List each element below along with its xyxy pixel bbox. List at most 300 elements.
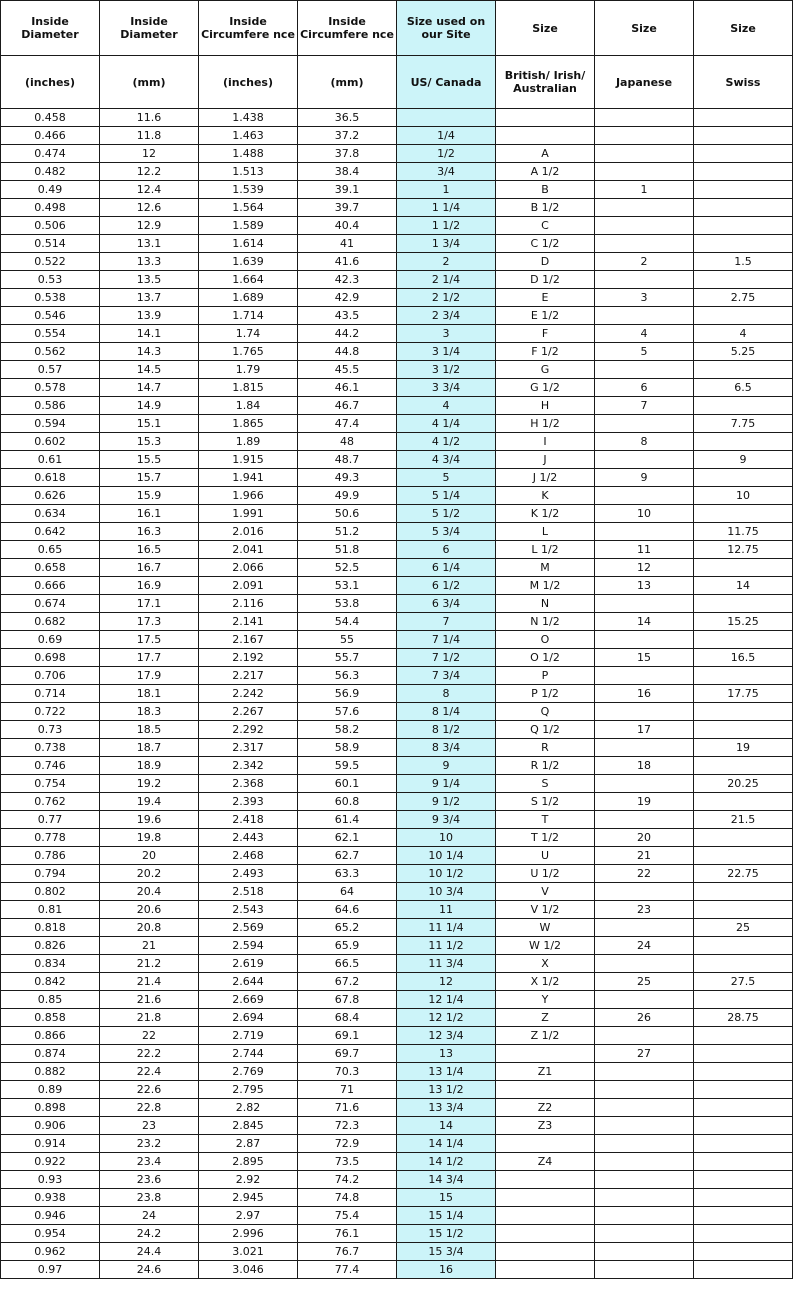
us-canada-size-cell: 9 3/4 [397, 811, 496, 829]
circumference-mm-cell: 62.7 [298, 847, 397, 865]
circumference-mm-cell: 71 [298, 1081, 397, 1099]
us-canada-size-cell: 1 1/4 [397, 199, 496, 217]
diameter-inches-cell: 0.594 [1, 415, 100, 433]
circumference-inches-cell: 2.493 [199, 865, 298, 883]
diameter-mm-cell: 15.3 [100, 433, 199, 451]
circumference-mm-cell: 64.6 [298, 901, 397, 919]
japanese-size-cell: 26 [595, 1009, 694, 1027]
japanese-size-cell: 25 [595, 973, 694, 991]
circumference-inches-cell: 1.74 [199, 325, 298, 343]
british-size-cell: B 1/2 [496, 199, 595, 217]
diameter-mm-cell: 24 [100, 1207, 199, 1225]
swiss-size-cell [694, 559, 793, 577]
japanese-size-cell: 23 [595, 901, 694, 919]
british-size-cell: F [496, 325, 595, 343]
circumference-inches-cell: 1.539 [199, 181, 298, 199]
header-size-japanese: Size [595, 1, 694, 56]
diameter-mm-cell: 18.9 [100, 757, 199, 775]
circumference-inches-cell: 2.393 [199, 793, 298, 811]
swiss-size-cell [694, 1081, 793, 1099]
us-canada-size-cell: 11 [397, 901, 496, 919]
diameter-mm-cell: 14.7 [100, 379, 199, 397]
japanese-size-cell: 7 [595, 397, 694, 415]
diameter-inches-cell: 0.834 [1, 955, 100, 973]
swiss-size-cell: 2.75 [694, 289, 793, 307]
japanese-size-cell [595, 199, 694, 217]
british-size-cell: Z [496, 1009, 595, 1027]
circumference-mm-cell: 43.5 [298, 307, 397, 325]
swiss-size-cell [694, 595, 793, 613]
diameter-mm-cell: 22.2 [100, 1045, 199, 1063]
circumference-inches-cell: 2.468 [199, 847, 298, 865]
table-row [1, 397, 793, 415]
japanese-size-cell [595, 991, 694, 1009]
table-row [1, 919, 793, 937]
british-size-cell [496, 1135, 595, 1153]
diameter-mm-cell: 18.7 [100, 739, 199, 757]
diameter-mm-cell: 12.6 [100, 199, 199, 217]
circumference-inches-cell: 1.79 [199, 361, 298, 379]
diameter-inches-cell: 0.89 [1, 1081, 100, 1099]
header-row-titles [1, 1, 793, 56]
circumference-mm-cell: 59.5 [298, 757, 397, 775]
diameter-mm-cell: 20.4 [100, 883, 199, 901]
us-canada-size-cell: 8 1/2 [397, 721, 496, 739]
diameter-mm-cell: 22 [100, 1027, 199, 1045]
swiss-size-cell [694, 1063, 793, 1081]
japanese-size-cell [595, 775, 694, 793]
diameter-mm-cell: 21.6 [100, 991, 199, 1009]
circumference-mm-cell: 58.9 [298, 739, 397, 757]
table-row [1, 883, 793, 901]
japanese-size-cell [595, 487, 694, 505]
circumference-mm-cell: 69.7 [298, 1045, 397, 1063]
japanese-size-cell [595, 667, 694, 685]
swiss-size-cell: 22.75 [694, 865, 793, 883]
swiss-size-cell [694, 199, 793, 217]
diameter-mm-cell: 22.4 [100, 1063, 199, 1081]
british-size-cell: I [496, 433, 595, 451]
swiss-size-cell: 21.5 [694, 811, 793, 829]
circumference-inches-cell: 1.84 [199, 397, 298, 415]
diameter-inches-cell: 0.466 [1, 127, 100, 145]
japanese-size-cell [595, 1225, 694, 1243]
british-size-cell [496, 1045, 595, 1063]
us-canada-size-cell: 10 3/4 [397, 883, 496, 901]
circumference-inches-cell: 2.669 [199, 991, 298, 1009]
swiss-size-cell [694, 829, 793, 847]
diameter-inches-cell: 0.794 [1, 865, 100, 883]
japanese-size-cell: 18 [595, 757, 694, 775]
us-canada-size-cell: 12 [397, 973, 496, 991]
swiss-size-cell: 4 [694, 325, 793, 343]
circumference-inches-cell: 1.513 [199, 163, 298, 181]
japanese-size-cell [595, 217, 694, 235]
circumference-mm-cell: 45.5 [298, 361, 397, 379]
diameter-inches-cell: 0.698 [1, 649, 100, 667]
circumference-mm-cell: 51.8 [298, 541, 397, 559]
table-row [1, 469, 793, 487]
diameter-mm-cell: 22.8 [100, 1099, 199, 1117]
swiss-size-cell [694, 397, 793, 415]
table-row [1, 289, 793, 307]
us-canada-size-cell: 2 [397, 253, 496, 271]
swiss-size-cell [694, 109, 793, 127]
swiss-size-cell: 25 [694, 919, 793, 937]
circumference-mm-cell: 69.1 [298, 1027, 397, 1045]
diameter-mm-cell: 15.9 [100, 487, 199, 505]
diameter-inches-cell: 0.922 [1, 1153, 100, 1171]
circumference-inches-cell: 1.915 [199, 451, 298, 469]
diameter-mm-cell: 17.7 [100, 649, 199, 667]
us-canada-size-cell: 1/2 [397, 145, 496, 163]
circumference-mm-cell: 49.9 [298, 487, 397, 505]
diameter-mm-cell: 16.5 [100, 541, 199, 559]
table-row [1, 523, 793, 541]
diameter-inches-cell: 0.538 [1, 289, 100, 307]
circumference-inches-cell: 2.292 [199, 721, 298, 739]
british-size-cell [496, 127, 595, 145]
swiss-size-cell [694, 181, 793, 199]
british-size-cell: L [496, 523, 595, 541]
circumference-mm-cell: 41 [298, 235, 397, 253]
japanese-size-cell: 11 [595, 541, 694, 559]
us-canada-size-cell: 4 [397, 397, 496, 415]
japanese-size-cell: 4 [595, 325, 694, 343]
header-british-irish-australian: British/ Irish/ Australian [496, 56, 595, 109]
circumference-inches-cell: 2.594 [199, 937, 298, 955]
diameter-inches-cell: 0.65 [1, 541, 100, 559]
japanese-size-cell [595, 1207, 694, 1225]
japanese-size-cell [595, 163, 694, 181]
japanese-size-cell: 6 [595, 379, 694, 397]
circumference-inches-cell: 2.845 [199, 1117, 298, 1135]
diameter-mm-cell: 13.7 [100, 289, 199, 307]
table-row [1, 793, 793, 811]
circumference-mm-cell: 73.5 [298, 1153, 397, 1171]
table-row [1, 379, 793, 397]
swiss-size-cell [694, 1117, 793, 1135]
diameter-mm-cell: 15.5 [100, 451, 199, 469]
circumference-mm-cell: 60.8 [298, 793, 397, 811]
diameter-mm-cell: 13.9 [100, 307, 199, 325]
table-row [1, 901, 793, 919]
diameter-inches-cell: 0.85 [1, 991, 100, 1009]
circumference-inches-cell: 2.443 [199, 829, 298, 847]
british-size-cell: A [496, 145, 595, 163]
table-row [1, 631, 793, 649]
circumference-inches-cell: 2.041 [199, 541, 298, 559]
british-size-cell: U [496, 847, 595, 865]
japanese-size-cell [595, 1261, 694, 1279]
table-row [1, 703, 793, 721]
diameter-mm-cell: 13.5 [100, 271, 199, 289]
circumference-mm-cell: 53.1 [298, 577, 397, 595]
diameter-inches-cell: 0.914 [1, 1135, 100, 1153]
diameter-inches-cell: 0.746 [1, 757, 100, 775]
diameter-inches-cell: 0.802 [1, 883, 100, 901]
diameter-inches-cell: 0.642 [1, 523, 100, 541]
diameter-mm-cell: 14.5 [100, 361, 199, 379]
circumference-inches-cell: 2.242 [199, 685, 298, 703]
swiss-size-cell [694, 361, 793, 379]
diameter-inches-cell: 0.77 [1, 811, 100, 829]
swiss-size-cell [694, 1045, 793, 1063]
table-row [1, 739, 793, 757]
us-canada-size-cell: 15 [397, 1189, 496, 1207]
circumference-mm-cell: 70.3 [298, 1063, 397, 1081]
circumference-inches-cell: 2.066 [199, 559, 298, 577]
swiss-size-cell [694, 433, 793, 451]
british-size-cell: L 1/2 [496, 541, 595, 559]
swiss-size-cell [694, 1225, 793, 1243]
header-size-british: Size [496, 1, 595, 56]
diameter-inches-cell: 0.69 [1, 631, 100, 649]
circumference-mm-cell: 62.1 [298, 829, 397, 847]
japanese-size-cell [595, 631, 694, 649]
table-row [1, 145, 793, 163]
table-row [1, 757, 793, 775]
diameter-mm-cell: 21.8 [100, 1009, 199, 1027]
british-size-cell: H 1/2 [496, 415, 595, 433]
japanese-size-cell [595, 1099, 694, 1117]
diameter-inches-cell: 0.602 [1, 433, 100, 451]
circumference-inches-cell: 3.021 [199, 1243, 298, 1261]
us-canada-size-cell: 8 1/4 [397, 703, 496, 721]
diameter-inches-cell: 0.49 [1, 181, 100, 199]
japanese-size-cell: 17 [595, 721, 694, 739]
diameter-inches-cell: 0.842 [1, 973, 100, 991]
table-row [1, 181, 793, 199]
diameter-inches-cell: 0.898 [1, 1099, 100, 1117]
us-canada-size-cell: 14 1/4 [397, 1135, 496, 1153]
japanese-size-cell [595, 235, 694, 253]
header-unit-circ-inches: (inches) [199, 56, 298, 109]
circumference-mm-cell: 65.2 [298, 919, 397, 937]
diameter-mm-cell: 17.5 [100, 631, 199, 649]
circumference-inches-cell: 2.996 [199, 1225, 298, 1243]
diameter-mm-cell: 21 [100, 937, 199, 955]
swiss-size-cell: 14 [694, 577, 793, 595]
circumference-inches-cell: 3.046 [199, 1261, 298, 1279]
table-row [1, 1009, 793, 1027]
circumference-mm-cell: 39.1 [298, 181, 397, 199]
japanese-size-cell [595, 811, 694, 829]
us-canada-size-cell: 10 1/4 [397, 847, 496, 865]
circumference-mm-cell: 67.2 [298, 973, 397, 991]
circumference-mm-cell: 60.1 [298, 775, 397, 793]
circumference-inches-cell: 2.317 [199, 739, 298, 757]
circumference-mm-cell: 39.7 [298, 199, 397, 217]
diameter-mm-cell: 19.6 [100, 811, 199, 829]
diameter-mm-cell: 17.3 [100, 613, 199, 631]
circumference-mm-cell: 65.9 [298, 937, 397, 955]
circumference-mm-cell: 38.4 [298, 163, 397, 181]
header-size-used-on-site: Size used on our Site [397, 1, 496, 56]
diameter-inches-cell: 0.506 [1, 217, 100, 235]
table-row [1, 415, 793, 433]
diameter-inches-cell: 0.562 [1, 343, 100, 361]
circumference-mm-cell: 56.3 [298, 667, 397, 685]
circumference-inches-cell: 2.694 [199, 1009, 298, 1027]
swiss-size-cell [694, 883, 793, 901]
table-row [1, 1261, 793, 1279]
british-size-cell: B [496, 181, 595, 199]
diameter-mm-cell: 23 [100, 1117, 199, 1135]
table-row [1, 1027, 793, 1045]
us-canada-size-cell: 13 3/4 [397, 1099, 496, 1117]
british-size-cell: Y [496, 991, 595, 1009]
swiss-size-cell: 12.75 [694, 541, 793, 559]
diameter-mm-cell: 24.6 [100, 1261, 199, 1279]
diameter-mm-cell: 19.2 [100, 775, 199, 793]
circumference-inches-cell: 2.569 [199, 919, 298, 937]
japanese-size-cell [595, 145, 694, 163]
japanese-size-cell [595, 361, 694, 379]
circumference-inches-cell: 2.167 [199, 631, 298, 649]
us-canada-size-cell: 9 1/2 [397, 793, 496, 811]
us-canada-size-cell: 8 3/4 [397, 739, 496, 757]
diameter-mm-cell: 20.2 [100, 865, 199, 883]
british-size-cell [496, 1081, 595, 1099]
diameter-inches-cell: 0.514 [1, 235, 100, 253]
swiss-size-cell: 28.75 [694, 1009, 793, 1027]
us-canada-size-cell: 12 1/2 [397, 1009, 496, 1027]
diameter-inches-cell: 0.714 [1, 685, 100, 703]
table-row [1, 1135, 793, 1153]
us-canada-size-cell: 3 1/2 [397, 361, 496, 379]
circumference-mm-cell: 77.4 [298, 1261, 397, 1279]
swiss-size-cell [694, 1099, 793, 1117]
us-canada-size-cell: 10 1/2 [397, 865, 496, 883]
circumference-inches-cell: 1.488 [199, 145, 298, 163]
us-canada-size-cell: 4 3/4 [397, 451, 496, 469]
us-canada-size-cell: 15 1/4 [397, 1207, 496, 1225]
us-canada-size-cell: 4 1/4 [397, 415, 496, 433]
circumference-inches-cell: 2.418 [199, 811, 298, 829]
us-canada-size-cell: 6 1/4 [397, 559, 496, 577]
diameter-inches-cell: 0.706 [1, 667, 100, 685]
swiss-size-cell: 5.25 [694, 343, 793, 361]
table-row [1, 451, 793, 469]
diameter-inches-cell: 0.754 [1, 775, 100, 793]
diameter-inches-cell: 0.946 [1, 1207, 100, 1225]
circumference-inches-cell: 1.765 [199, 343, 298, 361]
british-size-cell: O 1/2 [496, 649, 595, 667]
circumference-inches-cell: 1.941 [199, 469, 298, 487]
us-canada-size-cell: 6 1/2 [397, 577, 496, 595]
diameter-mm-cell: 16.9 [100, 577, 199, 595]
british-size-cell: A 1/2 [496, 163, 595, 181]
british-size-cell: Z1 [496, 1063, 595, 1081]
table-row [1, 343, 793, 361]
us-canada-size-cell: 14 3/4 [397, 1171, 496, 1189]
swiss-size-cell [694, 1189, 793, 1207]
swiss-size-cell [694, 991, 793, 1009]
diameter-inches-cell: 0.73 [1, 721, 100, 739]
circumference-mm-cell: 50.6 [298, 505, 397, 523]
circumference-mm-cell: 74.8 [298, 1189, 397, 1207]
circumference-mm-cell: 41.6 [298, 253, 397, 271]
japanese-size-cell: 24 [595, 937, 694, 955]
japanese-size-cell [595, 307, 694, 325]
circumference-mm-cell: 58.2 [298, 721, 397, 739]
british-size-cell: K [496, 487, 595, 505]
diameter-inches-cell: 0.666 [1, 577, 100, 595]
header-inside-diameter-inches: Inside Diameter [1, 1, 100, 56]
japanese-size-cell: 21 [595, 847, 694, 865]
header-unit-inches: (inches) [1, 56, 100, 109]
swiss-size-cell [694, 1153, 793, 1171]
circumference-mm-cell: 67.8 [298, 991, 397, 1009]
table-row [1, 1099, 793, 1117]
swiss-size-cell [694, 271, 793, 289]
us-canada-size-cell [397, 109, 496, 127]
british-size-cell: Z2 [496, 1099, 595, 1117]
swiss-size-cell: 7.75 [694, 415, 793, 433]
us-canada-size-cell: 11 1/2 [397, 937, 496, 955]
swiss-size-cell: 17.75 [694, 685, 793, 703]
table-row [1, 361, 793, 379]
us-canada-size-cell: 8 [397, 685, 496, 703]
british-size-cell: Z 1/2 [496, 1027, 595, 1045]
header-inside-circumference-inches: Inside Circumfere nce [199, 1, 298, 56]
swiss-size-cell: 6.5 [694, 379, 793, 397]
diameter-mm-cell: 18.1 [100, 685, 199, 703]
circumference-inches-cell: 1.714 [199, 307, 298, 325]
circumference-mm-cell: 42.9 [298, 289, 397, 307]
table-row [1, 307, 793, 325]
circumference-inches-cell: 2.518 [199, 883, 298, 901]
diameter-inches-cell: 0.634 [1, 505, 100, 523]
diameter-mm-cell: 13.1 [100, 235, 199, 253]
us-canada-size-cell: 1/4 [397, 127, 496, 145]
swiss-size-cell [694, 469, 793, 487]
circumference-mm-cell: 44.2 [298, 325, 397, 343]
circumference-mm-cell: 56.9 [298, 685, 397, 703]
swiss-size-cell [694, 1171, 793, 1189]
circumference-inches-cell: 2.769 [199, 1063, 298, 1081]
circumference-inches-cell: 2.116 [199, 595, 298, 613]
us-canada-size-cell: 7 1/4 [397, 631, 496, 649]
swiss-size-cell [694, 127, 793, 145]
japanese-size-cell [595, 415, 694, 433]
japanese-size-cell: 1 [595, 181, 694, 199]
circumference-inches-cell: 1.463 [199, 127, 298, 145]
us-canada-size-cell: 2 1/2 [397, 289, 496, 307]
diameter-inches-cell: 0.938 [1, 1189, 100, 1207]
japanese-size-cell [595, 1243, 694, 1261]
diameter-mm-cell: 20.8 [100, 919, 199, 937]
table-row [1, 1225, 793, 1243]
japanese-size-cell [595, 1135, 694, 1153]
british-size-cell: Z3 [496, 1117, 595, 1135]
diameter-mm-cell: 20 [100, 847, 199, 865]
swiss-size-cell [694, 901, 793, 919]
swiss-size-cell [694, 667, 793, 685]
us-canada-size-cell: 5 1/4 [397, 487, 496, 505]
us-canada-size-cell: 6 [397, 541, 496, 559]
circumference-inches-cell: 2.719 [199, 1027, 298, 1045]
table-row [1, 811, 793, 829]
diameter-mm-cell: 14.3 [100, 343, 199, 361]
british-size-cell: H [496, 397, 595, 415]
british-size-cell: M 1/2 [496, 577, 595, 595]
swiss-size-cell [694, 505, 793, 523]
british-size-cell: R [496, 739, 595, 757]
british-size-cell: P [496, 667, 595, 685]
british-size-cell [496, 1189, 595, 1207]
